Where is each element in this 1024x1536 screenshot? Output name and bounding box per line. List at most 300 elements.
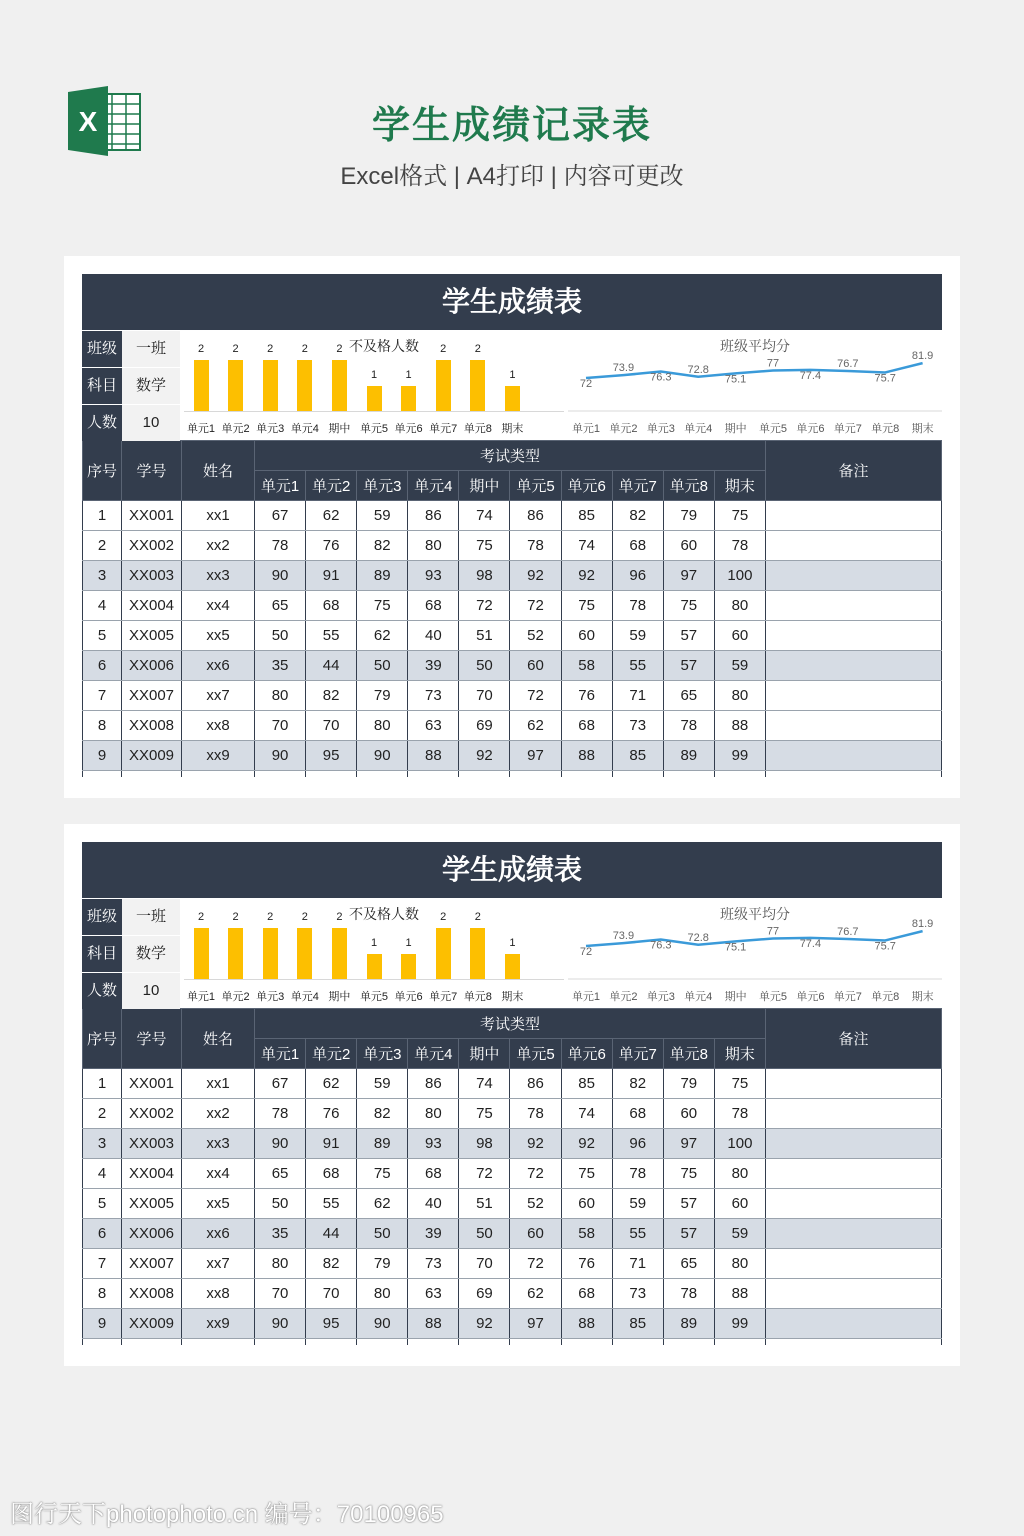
cell-score[interactable]: 96 — [612, 1129, 663, 1159]
average-series-line — [586, 363, 923, 378]
cell-score[interactable]: 93 — [408, 1129, 459, 1159]
cell-score[interactable]: 76 — [561, 1249, 612, 1279]
page-subtitle: Excel格式 | A4打印 | 内容可更改 — [340, 163, 684, 190]
bar-category-label: 单元4 — [290, 423, 319, 435]
cell-score[interactable]: 62 — [357, 621, 408, 651]
cell-score[interactable]: 72 — [510, 591, 561, 621]
cell-score[interactable]: 88 — [714, 711, 765, 741]
cell-score[interactable]: 93 — [408, 561, 459, 591]
cell-student-id[interactable]: XX009 — [122, 1309, 182, 1339]
cell-notes[interactable] — [766, 741, 942, 771]
cell-score[interactable]: 50 — [357, 651, 408, 681]
cell-score[interactable]: 70 — [459, 1249, 510, 1279]
cell-score[interactable]: 82 — [306, 1249, 357, 1279]
cell-score[interactable]: 51 — [459, 621, 510, 651]
info-label: 班级 — [82, 899, 122, 935]
cell-student-id[interactable]: XX001 — [122, 501, 182, 531]
cell-score[interactable]: 59 — [612, 1189, 663, 1219]
cell-score[interactable]: 90 — [357, 1309, 408, 1339]
cell-score[interactable]: 59 — [714, 651, 765, 681]
cell-name[interactable]: xx2 — [182, 1099, 255, 1129]
cell-notes[interactable] — [766, 1219, 942, 1249]
cell-score[interactable]: 75 — [714, 1069, 765, 1099]
cell-score[interactable]: 86 — [408, 1069, 459, 1099]
bar-category-label: 单元5 — [359, 423, 389, 435]
cell-score[interactable]: 70 — [255, 711, 306, 741]
cell-score[interactable]: 80 — [357, 711, 408, 741]
cell-score[interactable]: 75 — [663, 1159, 714, 1189]
cell-score[interactable]: 70 — [459, 681, 510, 711]
cell-score[interactable]: 75 — [714, 501, 765, 531]
cell-seq[interactable]: 9 — [83, 1309, 122, 1339]
cell-partial — [306, 1339, 357, 1345]
cell-score[interactable]: 98 — [459, 1129, 510, 1159]
cell-notes[interactable] — [766, 681, 942, 711]
cell-score[interactable]: 76 — [306, 1099, 357, 1129]
cell-seq[interactable]: 8 — [83, 1279, 122, 1309]
cell-score[interactable]: 76 — [561, 681, 612, 711]
bar-value-label: 1 — [509, 368, 516, 381]
cell-score[interactable]: 86 — [510, 1069, 561, 1099]
cell-score[interactable]: 72 — [510, 1159, 561, 1189]
cell-score[interactable]: 75 — [357, 591, 408, 621]
line-value-label: 73.9 — [612, 362, 635, 375]
bar-category-label: 期末 — [501, 423, 524, 435]
line-value-label: 77 — [766, 357, 780, 370]
cell-score[interactable]: 82 — [612, 1069, 663, 1099]
cell-seq[interactable]: 2 — [83, 1099, 122, 1129]
cell-name[interactable]: xx8 — [182, 1279, 255, 1309]
cell-score[interactable]: 71 — [612, 681, 663, 711]
cell-notes[interactable] — [766, 621, 942, 651]
cell-score[interactable]: 72 — [459, 591, 510, 621]
cell-score[interactable]: 52 — [510, 1189, 561, 1219]
cell-name[interactable]: xx2 — [182, 531, 255, 561]
cell-score[interactable]: 60 — [510, 1219, 561, 1249]
cell-score[interactable]: 85 — [612, 741, 663, 771]
cell-score[interactable]: 40 — [408, 1189, 459, 1219]
cell-notes[interactable] — [766, 1309, 942, 1339]
cell-score[interactable]: 73 — [408, 1249, 459, 1279]
cell-name[interactable]: xx6 — [182, 1219, 255, 1249]
cell-student-id[interactable]: XX002 — [122, 1099, 182, 1129]
info-value[interactable]: 10 — [122, 405, 180, 441]
cell-name[interactable]: xx9 — [182, 741, 255, 771]
cell-score[interactable]: 68 — [612, 531, 663, 561]
cell-name[interactable]: xx7 — [182, 681, 255, 711]
cell-score[interactable]: 78 — [510, 1099, 561, 1129]
cell-score[interactable]: 50 — [459, 651, 510, 681]
cell-score[interactable]: 95 — [306, 1309, 357, 1339]
cell-score[interactable]: 78 — [714, 1099, 765, 1129]
cell-seq[interactable]: 4 — [83, 1159, 122, 1189]
cell-name[interactable]: xx9 — [182, 1309, 255, 1339]
cell-score[interactable]: 57 — [663, 621, 714, 651]
cell-score[interactable]: 86 — [408, 501, 459, 531]
cell-name[interactable]: xx7 — [182, 1249, 255, 1279]
cell-score[interactable]: 75 — [561, 591, 612, 621]
table-row — [83, 1069, 942, 1099]
info-value[interactable]: 数学 — [122, 936, 180, 972]
cell-score[interactable]: 39 — [408, 1219, 459, 1249]
cell-score[interactable]: 59 — [357, 501, 408, 531]
cell-score[interactable]: 92 — [561, 561, 612, 591]
cell-score[interactable]: 78 — [255, 531, 306, 561]
cell-score[interactable]: 80 — [714, 1249, 765, 1279]
cell-seq[interactable]: 6 — [83, 651, 122, 681]
cell-score[interactable]: 92 — [510, 1129, 561, 1159]
cell-score[interactable]: 92 — [561, 1129, 612, 1159]
cell-score[interactable]: 60 — [663, 1099, 714, 1129]
cell-student-id[interactable]: XX004 — [122, 1159, 182, 1189]
cell-notes[interactable] — [766, 1069, 942, 1099]
cell-seq[interactable]: 5 — [83, 1189, 122, 1219]
bar-value-label: 1 — [370, 368, 378, 381]
cell-score[interactable]: 59 — [714, 1219, 765, 1249]
fail-count-bar-chart — [184, 898, 564, 1008]
cell-score[interactable]: 80 — [255, 1249, 306, 1279]
cell-score[interactable]: 88 — [561, 1309, 612, 1339]
cell-score[interactable]: 50 — [255, 621, 306, 651]
bar — [505, 386, 520, 411]
info-value[interactable]: 数学 — [122, 368, 180, 404]
cell-score[interactable]: 89 — [663, 1309, 714, 1339]
cell-score[interactable]: 70 — [255, 1279, 306, 1309]
cell-score[interactable]: 82 — [357, 1099, 408, 1129]
cell-score[interactable]: 90 — [357, 741, 408, 771]
cell-score[interactable]: 89 — [663, 741, 714, 771]
average-series-line — [586, 931, 923, 946]
cell-score[interactable]: 98 — [459, 561, 510, 591]
cell-score[interactable]: 70 — [306, 711, 357, 741]
cell-partial — [182, 771, 255, 777]
line-category-label: 期中 — [724, 991, 747, 1003]
watermark: 图行天下photophoto.cn 编号：70100965 — [10, 1501, 444, 1528]
cell-score[interactable]: 60 — [561, 621, 612, 651]
cell-name[interactable]: xx3 — [182, 561, 255, 591]
cell-score[interactable]: 78 — [612, 1159, 663, 1189]
cell-score[interactable]: 68 — [408, 1159, 459, 1189]
cell-score[interactable]: 39 — [408, 651, 459, 681]
cell-student-id[interactable]: XX008 — [122, 711, 182, 741]
cell-score[interactable]: 65 — [255, 1159, 306, 1189]
cell-seq[interactable]: 7 — [83, 1249, 122, 1279]
cell-score[interactable]: 52 — [510, 621, 561, 651]
cell-score[interactable]: 79 — [663, 501, 714, 531]
table-row — [83, 531, 942, 561]
cell-score[interactable]: 76 — [306, 531, 357, 561]
cell-student-id[interactable]: XX006 — [122, 651, 182, 681]
cell-score[interactable]: 73 — [408, 681, 459, 711]
table-row — [83, 1129, 942, 1159]
cell-score[interactable]: 55 — [612, 651, 663, 681]
cell-score[interactable]: 91 — [306, 561, 357, 591]
cell-score[interactable]: 59 — [357, 1069, 408, 1099]
cell-score[interactable]: 78 — [663, 711, 714, 741]
cell-student-id[interactable]: XX003 — [122, 561, 182, 591]
cell-score[interactable]: 44 — [306, 651, 357, 681]
cell-name[interactable]: xx3 — [182, 1129, 255, 1159]
cell-notes[interactable] — [766, 1159, 942, 1189]
cell-seq[interactable]: 3 — [83, 561, 122, 591]
cell-score[interactable]: 68 — [612, 1099, 663, 1129]
cell-score[interactable]: 72 — [510, 681, 561, 711]
cell-score[interactable]: 69 — [459, 711, 510, 741]
cell-score[interactable]: 75 — [459, 531, 510, 561]
cell-partial — [357, 1339, 408, 1345]
cell-score[interactable]: 78 — [714, 531, 765, 561]
cell-score[interactable]: 57 — [663, 651, 714, 681]
cell-score[interactable]: 55 — [306, 1189, 357, 1219]
cell-score[interactable]: 88 — [408, 1309, 459, 1339]
bar-value-label: 2 — [232, 343, 239, 356]
cell-score[interactable]: 97 — [663, 561, 714, 591]
cell-score[interactable]: 60 — [561, 1189, 612, 1219]
cell-score[interactable]: 68 — [561, 711, 612, 741]
cell-score[interactable]: 80 — [408, 1099, 459, 1129]
cell-score[interactable]: 65 — [663, 681, 714, 711]
cell-score[interactable]: 89 — [357, 561, 408, 591]
cell-name[interactable]: xx4 — [182, 1159, 255, 1189]
cell-score[interactable]: 78 — [663, 1279, 714, 1309]
cell-score[interactable]: 50 — [357, 1219, 408, 1249]
cell-partial — [663, 1339, 714, 1345]
line-category-label: 单元7 — [833, 991, 862, 1003]
cell-score[interactable]: 97 — [510, 1309, 561, 1339]
cell-score[interactable]: 65 — [255, 591, 306, 621]
cell-score[interactable]: 67 — [255, 501, 306, 531]
cell-score[interactable]: 60 — [714, 621, 765, 651]
cell-student-id[interactable]: XX004 — [122, 591, 182, 621]
cell-name[interactable]: xx1 — [182, 501, 255, 531]
cell-score[interactable]: 90 — [255, 1309, 306, 1339]
info-value[interactable]: 一班 — [122, 899, 180, 935]
cell-score[interactable]: 55 — [612, 1219, 663, 1249]
cell-score[interactable]: 90 — [255, 561, 306, 591]
cell-score[interactable]: 57 — [663, 1219, 714, 1249]
cell-seq[interactable]: 1 — [83, 501, 122, 531]
cell-score[interactable]: 60 — [663, 531, 714, 561]
cell-partial — [714, 1339, 765, 1345]
cell-notes[interactable] — [766, 501, 942, 531]
cell-score[interactable]: 78 — [510, 531, 561, 561]
bar-value-label: 2 — [440, 343, 447, 356]
cell-notes[interactable] — [766, 591, 942, 621]
cell-seq[interactable]: 8 — [83, 711, 122, 741]
header-name: 姓名 — [182, 1009, 255, 1069]
cell-score[interactable]: 89 — [357, 1129, 408, 1159]
cell-score[interactable]: 55 — [306, 621, 357, 651]
cell-student-id[interactable]: XX007 — [122, 681, 182, 711]
cell-score[interactable]: 68 — [561, 1279, 612, 1309]
cell-student-id[interactable]: XX009 — [122, 741, 182, 771]
cell-name[interactable]: xx4 — [182, 591, 255, 621]
cell-score[interactable]: 82 — [306, 681, 357, 711]
cell-partial — [122, 771, 182, 777]
cell-score[interactable]: 96 — [612, 561, 663, 591]
cell-score[interactable]: 79 — [357, 1249, 408, 1279]
cell-notes[interactable] — [766, 1279, 942, 1309]
cell-score[interactable]: 68 — [306, 591, 357, 621]
cell-score[interactable]: 63 — [408, 711, 459, 741]
cell-score[interactable]: 71 — [612, 1249, 663, 1279]
cell-score[interactable]: 100 — [714, 561, 765, 591]
cell-score[interactable]: 75 — [357, 1159, 408, 1189]
cell-score[interactable]: 72 — [459, 1159, 510, 1189]
cell-score[interactable]: 90 — [255, 1129, 306, 1159]
cell-student-id[interactable]: XX003 — [122, 1129, 182, 1159]
cell-name[interactable]: xx5 — [182, 621, 255, 651]
cell-score[interactable]: 88 — [408, 741, 459, 771]
cell-student-id[interactable]: XX002 — [122, 531, 182, 561]
cell-score[interactable]: 74 — [561, 531, 612, 561]
cell-student-id[interactable]: XX005 — [122, 1189, 182, 1219]
bar-value-label: 2 — [267, 343, 274, 356]
cell-score[interactable]: 92 — [459, 741, 510, 771]
cell-seq[interactable]: 1 — [83, 1069, 122, 1099]
cell-score[interactable]: 50 — [459, 1219, 510, 1249]
cell-score[interactable]: 68 — [306, 1159, 357, 1189]
cell-score[interactable]: 62 — [510, 1279, 561, 1309]
cell-score[interactable]: 90 — [255, 741, 306, 771]
cell-score[interactable]: 68 — [408, 591, 459, 621]
cell-score[interactable]: 80 — [714, 1159, 765, 1189]
cell-score[interactable]: 80 — [357, 1279, 408, 1309]
cell-score[interactable]: 88 — [561, 741, 612, 771]
cell-score[interactable]: 82 — [612, 501, 663, 531]
bar — [228, 928, 243, 979]
cell-score[interactable]: 62 — [306, 1069, 357, 1099]
cell-score[interactable]: 35 — [255, 651, 306, 681]
cell-score[interactable]: 80 — [408, 531, 459, 561]
cell-score[interactable]: 97 — [510, 741, 561, 771]
cell-partial — [612, 1339, 663, 1345]
cell-score[interactable]: 97 — [663, 1129, 714, 1159]
bar-value-label: 2 — [232, 911, 239, 924]
bar — [436, 928, 451, 979]
cell-notes[interactable] — [766, 1099, 942, 1129]
cell-partial — [459, 771, 510, 777]
cell-student-id[interactable]: XX001 — [122, 1069, 182, 1099]
cell-notes[interactable] — [766, 1189, 942, 1219]
cell-score[interactable]: 74 — [459, 1069, 510, 1099]
cell-score[interactable]: 82 — [357, 531, 408, 561]
cell-notes[interactable] — [766, 531, 942, 561]
line-value-label: 72.8 — [687, 931, 709, 944]
cell-student-id[interactable]: XX006 — [122, 1219, 182, 1249]
cell-score[interactable]: 74 — [561, 1099, 612, 1129]
cell-score[interactable]: 92 — [510, 561, 561, 591]
cell-notes[interactable] — [766, 1249, 942, 1279]
score-table — [82, 1008, 942, 1345]
cell-name[interactable]: xx6 — [182, 651, 255, 681]
cell-score[interactable]: 75 — [561, 1159, 612, 1189]
cell-seq[interactable]: 9 — [83, 741, 122, 771]
info-value[interactable]: 一班 — [122, 331, 180, 367]
cell-score[interactable]: 95 — [306, 741, 357, 771]
info-value[interactable]: 10 — [122, 973, 180, 1009]
cell-score[interactable]: 67 — [255, 1069, 306, 1099]
cell-score[interactable]: 69 — [459, 1279, 510, 1309]
line-category-label: 单元8 — [871, 991, 900, 1003]
cell-score[interactable]: 99 — [714, 1309, 765, 1339]
cell-score[interactable]: 73 — [612, 711, 663, 741]
cell-score[interactable]: 80 — [714, 681, 765, 711]
cell-name[interactable]: xx1 — [182, 1069, 255, 1099]
cell-score[interactable]: 99 — [714, 741, 765, 771]
cell-score[interactable]: 60 — [714, 1189, 765, 1219]
cell-score[interactable]: 79 — [357, 681, 408, 711]
cell-notes[interactable] — [766, 1129, 942, 1159]
cell-score[interactable]: 73 — [612, 1279, 663, 1309]
cell-score[interactable]: 58 — [561, 651, 612, 681]
cell-name[interactable]: xx8 — [182, 711, 255, 741]
cell-score[interactable]: 62 — [510, 711, 561, 741]
cell-score[interactable]: 86 — [510, 501, 561, 531]
cell-seq[interactable]: 4 — [83, 591, 122, 621]
cell-score[interactable]: 79 — [663, 1069, 714, 1099]
cell-score[interactable]: 78 — [612, 591, 663, 621]
cell-student-id[interactable]: XX008 — [122, 1279, 182, 1309]
cell-score[interactable]: 58 — [561, 1219, 612, 1249]
cell-student-id[interactable]: XX007 — [122, 1249, 182, 1279]
cell-name[interactable]: xx5 — [182, 1189, 255, 1219]
cell-seq[interactable]: 5 — [83, 621, 122, 651]
cell-score[interactable]: 51 — [459, 1189, 510, 1219]
cell-notes[interactable] — [766, 651, 942, 681]
cell-seq[interactable]: 6 — [83, 1219, 122, 1249]
cell-score[interactable]: 85 — [561, 1069, 612, 1099]
cell-seq[interactable]: 7 — [83, 681, 122, 711]
cell-score[interactable]: 75 — [663, 591, 714, 621]
cell-score[interactable]: 75 — [459, 1099, 510, 1129]
cell-score[interactable]: 60 — [510, 651, 561, 681]
cell-score[interactable]: 70 — [306, 1279, 357, 1309]
line-category-label: 期末 — [911, 423, 934, 435]
cell-score[interactable]: 59 — [612, 621, 663, 651]
cell-score[interactable]: 40 — [408, 621, 459, 651]
cell-score[interactable]: 63 — [408, 1279, 459, 1309]
cell-score[interactable]: 92 — [459, 1309, 510, 1339]
cell-score[interactable]: 50 — [255, 1189, 306, 1219]
cell-partial — [714, 771, 765, 777]
cell-score[interactable]: 78 — [255, 1099, 306, 1129]
cell-score[interactable]: 80 — [255, 681, 306, 711]
cell-seq[interactable]: 2 — [83, 531, 122, 561]
cell-score[interactable]: 85 — [561, 501, 612, 531]
cell-seq[interactable]: 3 — [83, 1129, 122, 1159]
cell-score[interactable]: 57 — [663, 1189, 714, 1219]
line-category-label: 单元5 — [758, 423, 788, 435]
cell-score[interactable]: 62 — [357, 1189, 408, 1219]
cell-score[interactable]: 35 — [255, 1219, 306, 1249]
cell-notes[interactable] — [766, 711, 942, 741]
line-value-label: 76.3 — [650, 939, 672, 952]
cell-student-id[interactable]: XX005 — [122, 621, 182, 651]
cell-score[interactable]: 88 — [714, 1279, 765, 1309]
cell-score[interactable]: 85 — [612, 1309, 663, 1339]
cell-score[interactable]: 72 — [510, 1249, 561, 1279]
cell-score[interactable]: 62 — [306, 501, 357, 531]
cell-notes[interactable] — [766, 561, 942, 591]
cell-score[interactable]: 65 — [663, 1249, 714, 1279]
bar-value-label: 1 — [405, 936, 412, 949]
cell-score[interactable]: 100 — [714, 1129, 765, 1159]
cell-score[interactable]: 91 — [306, 1129, 357, 1159]
cell-score[interactable]: 74 — [459, 501, 510, 531]
cell-score[interactable]: 44 — [306, 1219, 357, 1249]
cell-score[interactable]: 80 — [714, 591, 765, 621]
